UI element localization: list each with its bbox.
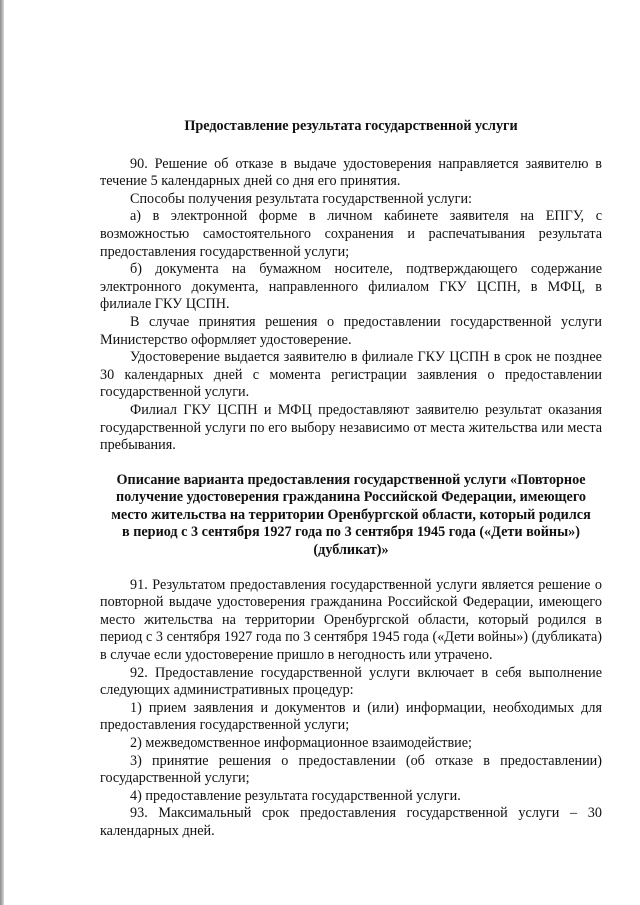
paragraph-method-b: б) документа на бумажном носителе, подтверждающего содержание электронного документа, направленного филиалом ГКУ ЦСПН, в МФЦ, в филиале ГКУ ЦСПН. (100, 261, 602, 313)
paragraph-91: 91. Результатом предоставления государственной услуги является решение о повторной выдаче удостоверения гражданина Российской Федерации, имеющего место жительства на территории Оренбургской области, который родился в период с 3 сентября 1927 года по 3 сентября 1945 года («Дети войны») (дубликата) в случае если удостоверение пришло в негодность или утрачено. (100, 576, 602, 664)
paragraph-issue-term: Удостоверение выдается заявителю в филиале ГКУ ЦСПН в срок не позднее 30 календарных дней с момента регистрации заявления о предоставлении государственной услуги. (100, 349, 602, 401)
procedure-item-1: 1) прием заявления и документов и (или) информации, необходимых для предоставления государственной услуги; (100, 699, 602, 734)
paragraph-branch-mfc: Филиал ГКУ ЦСПН и МФЦ предоставляют заявителю результат оказания государственной услуги по его выбору независимо от места жительства или места пребывания. (100, 401, 602, 454)
document-page (100, 118, 602, 841)
paragraph-methods-intro: Способы получения результата государственной услуги: (130, 190, 473, 207)
section-title-result: Предоставление результата государственной услуги (184, 118, 518, 134)
paragraph-92: 92. Предоставление государственной услуги включает в себя выполнение следующих административных процедур: (100, 664, 602, 699)
section-title-variant: Описание варианта предоставления государственной услуги «Повторное получение удостоверения гражданина Российской Федерации, имеющего место жительства на территории Оренбургской области, который родился в период с 3 сентября 1927 года по 3 сентября 1945 года («Дети войны») (дубликат)» (111, 471, 591, 559)
paragraph-93: 93. Максимальный срок предоставления государственной услуги – 30 календарных дней. (100, 805, 602, 839)
paragraph-method-a: а) в электронной форме в личном кабинете заявителя на ЕПГУ, с возможностью самостоятельного сохранения и распечатывания результата предоставления государственной услуги; (100, 208, 602, 260)
paragraph-ministry-decision: В случае принятия решения о предоставлении государственной услуги Министерство оформляет удостоверение. (100, 313, 602, 348)
scan-edge-shadow (0, 0, 4, 905)
procedure-item-3: 3) принятие решения о предоставлении (об отказе в предоставлении) государственной услуги; (100, 752, 602, 787)
procedure-item-4: 4) предоставление результата государственной услуги. (130, 787, 461, 804)
paragraph-90: 90. Решение об отказе в выдаче удостоверения направляется заявителю в течение 5 календарных дней со дня его принятия. (100, 155, 602, 190)
procedure-item-2: 2) межведомственное информационное взаимодействие; (130, 735, 472, 751)
